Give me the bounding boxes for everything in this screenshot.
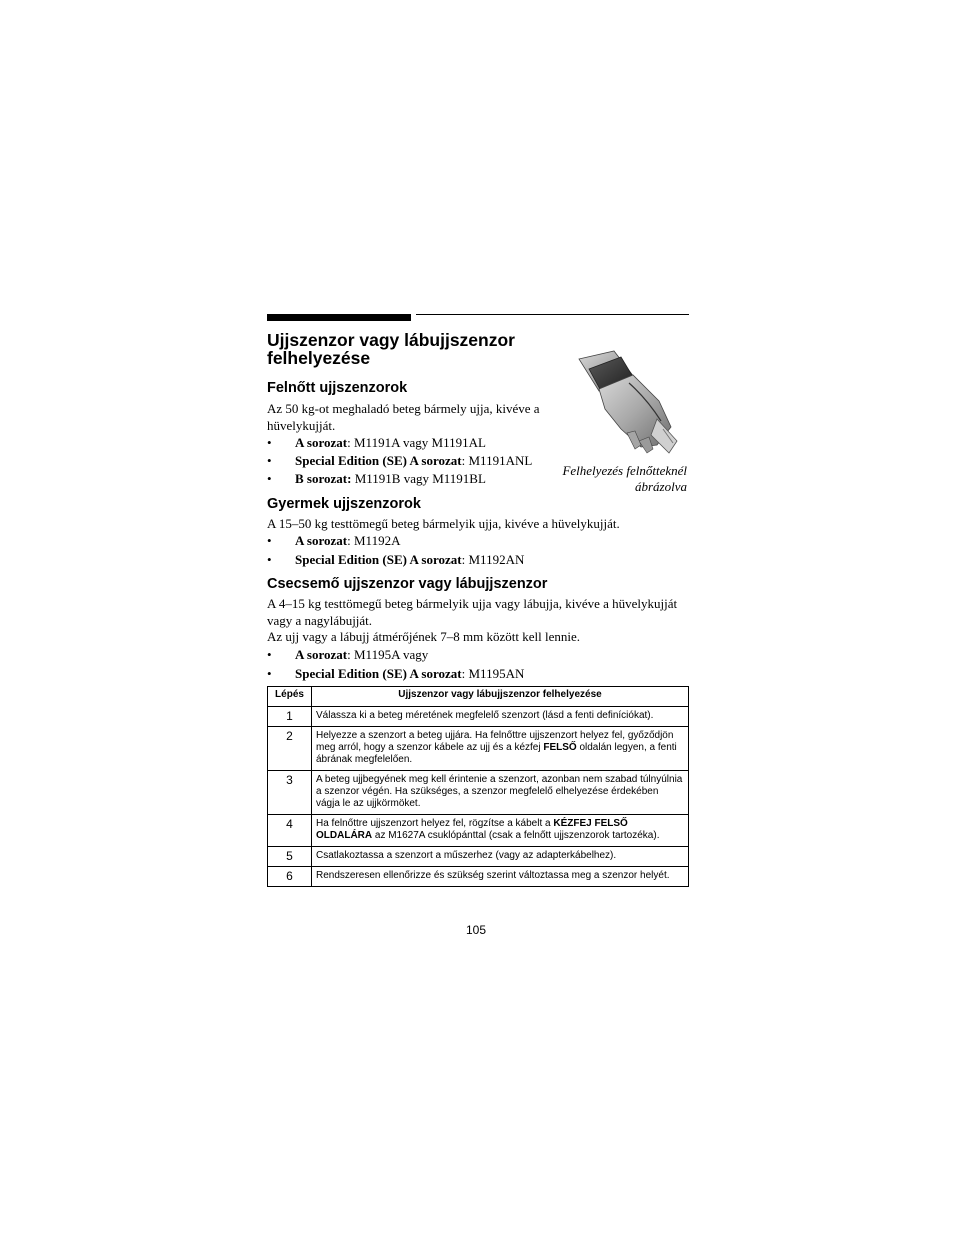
step-number: 1 xyxy=(268,706,312,726)
step-number: 3 xyxy=(268,770,312,814)
section-title: Ujjszenzor vagy lábujjszenzor felhelyezése xyxy=(267,330,515,368)
infant-note: Az ujj vagy a lábujj átmérőjének 7–8 mm között kell lennie. xyxy=(267,629,580,644)
list-item: • A sorozat: M1191A vagy M1191AL xyxy=(267,435,689,452)
step-description: Ha felnőttre ujjszenzort helyez fel, rögzítse a kábelt a KÉZFEJ FELSŐ OLDALÁRA az M1627A csuklópánttal (csak a felnőtt ujjszenzorok tartozéka). xyxy=(312,814,689,846)
infant-heading: Csecsemő ujjszenzor vagy lábujjszenzor xyxy=(267,576,548,592)
child-list xyxy=(267,533,689,568)
column-header-step: Lépés xyxy=(268,686,312,706)
adult-list xyxy=(267,435,689,488)
step-number: 5 xyxy=(268,846,312,866)
step-number: 6 xyxy=(268,866,312,886)
table-row xyxy=(268,726,689,770)
steps-table xyxy=(267,686,689,887)
page-content xyxy=(267,312,689,887)
table-row xyxy=(268,866,689,886)
list-item: • B sorozat: M1191B vagy M1191BL xyxy=(267,471,689,488)
step-description: Helyezze a szenzort a beteg ujjára. Ha felnőttre ujjszenzort helyez fel, győződjön meg arról, hogy a szenzor kábele az ujj és a kézfej FELSŐ oldalán legyen, a fenti ábrának megfelelően. xyxy=(312,726,689,770)
table-header-row xyxy=(268,686,689,706)
step-number: 4 xyxy=(268,814,312,846)
adult-heading: Felnőtt ujjszenzorok xyxy=(267,380,408,396)
list-item: • Special Edition (SE) A sorozat: M1191ANL xyxy=(267,453,689,470)
table-row xyxy=(268,770,689,814)
step-description: A beteg ujjbegyének meg kell érintenie a szenzort, azonban nem szabad túlnyúlnia a szenzor végén. Ha szükséges, a szenzor megfelelő elhelyezése érdekében vágja le az ujjkörmöket. xyxy=(312,770,689,814)
page-number: 105 xyxy=(466,923,487,937)
adult-intro: Az 50 kg-ot meghaladó beteg bármely ujja, kivéve a hüvelykujját. xyxy=(267,401,540,433)
header-rule-thin xyxy=(416,314,689,315)
header-rule xyxy=(267,312,689,322)
table-row xyxy=(268,814,689,846)
list-item: • Special Edition (SE) A sorozat: M1195AN xyxy=(267,666,689,683)
figure-caption-line-1: Felhelyezés felnőtteknél xyxy=(562,463,687,478)
infant-intro: A 4–15 kg testtömegű beteg bármelyik ujja vagy lábujja, kivéve a hüvelykujját vagy a nagylábujját. xyxy=(267,596,678,628)
step-description: Válassza ki a beteg méretének megfelelő szenzort (lásd a fenti definíciókat). xyxy=(312,706,689,726)
column-header-description: Ujjszenzor vagy lábujjszenzor felhelyezése xyxy=(312,686,689,706)
child-heading: Gyermek ujjszenzorok xyxy=(267,495,421,512)
list-item: • A sorozat: M1195A vagy xyxy=(267,647,689,664)
step-description: Csatlakoztassa a szenzort a műszerhez (vagy az adapterkábelhez). xyxy=(312,846,689,866)
figure-caption-line-2: ábrázolva xyxy=(635,479,687,494)
table-row xyxy=(268,706,689,726)
list-item: • A sorozat: M1192A xyxy=(267,533,689,550)
header-rule-thick xyxy=(267,314,411,321)
step-description: Rendszeresen ellenőrizze és szükség szerint változtassa meg a szenzor helyét. xyxy=(312,866,689,886)
table-row xyxy=(268,846,689,866)
steps-table-body xyxy=(268,706,689,886)
list-item: • Special Edition (SE) A sorozat: M1192AN xyxy=(267,552,689,569)
infant-list xyxy=(267,647,689,683)
child-intro: A 15–50 kg testtömegű beteg bármelyik ujja, kivéve a hüvelykujját. xyxy=(267,515,620,531)
step-number: 2 xyxy=(268,726,312,770)
